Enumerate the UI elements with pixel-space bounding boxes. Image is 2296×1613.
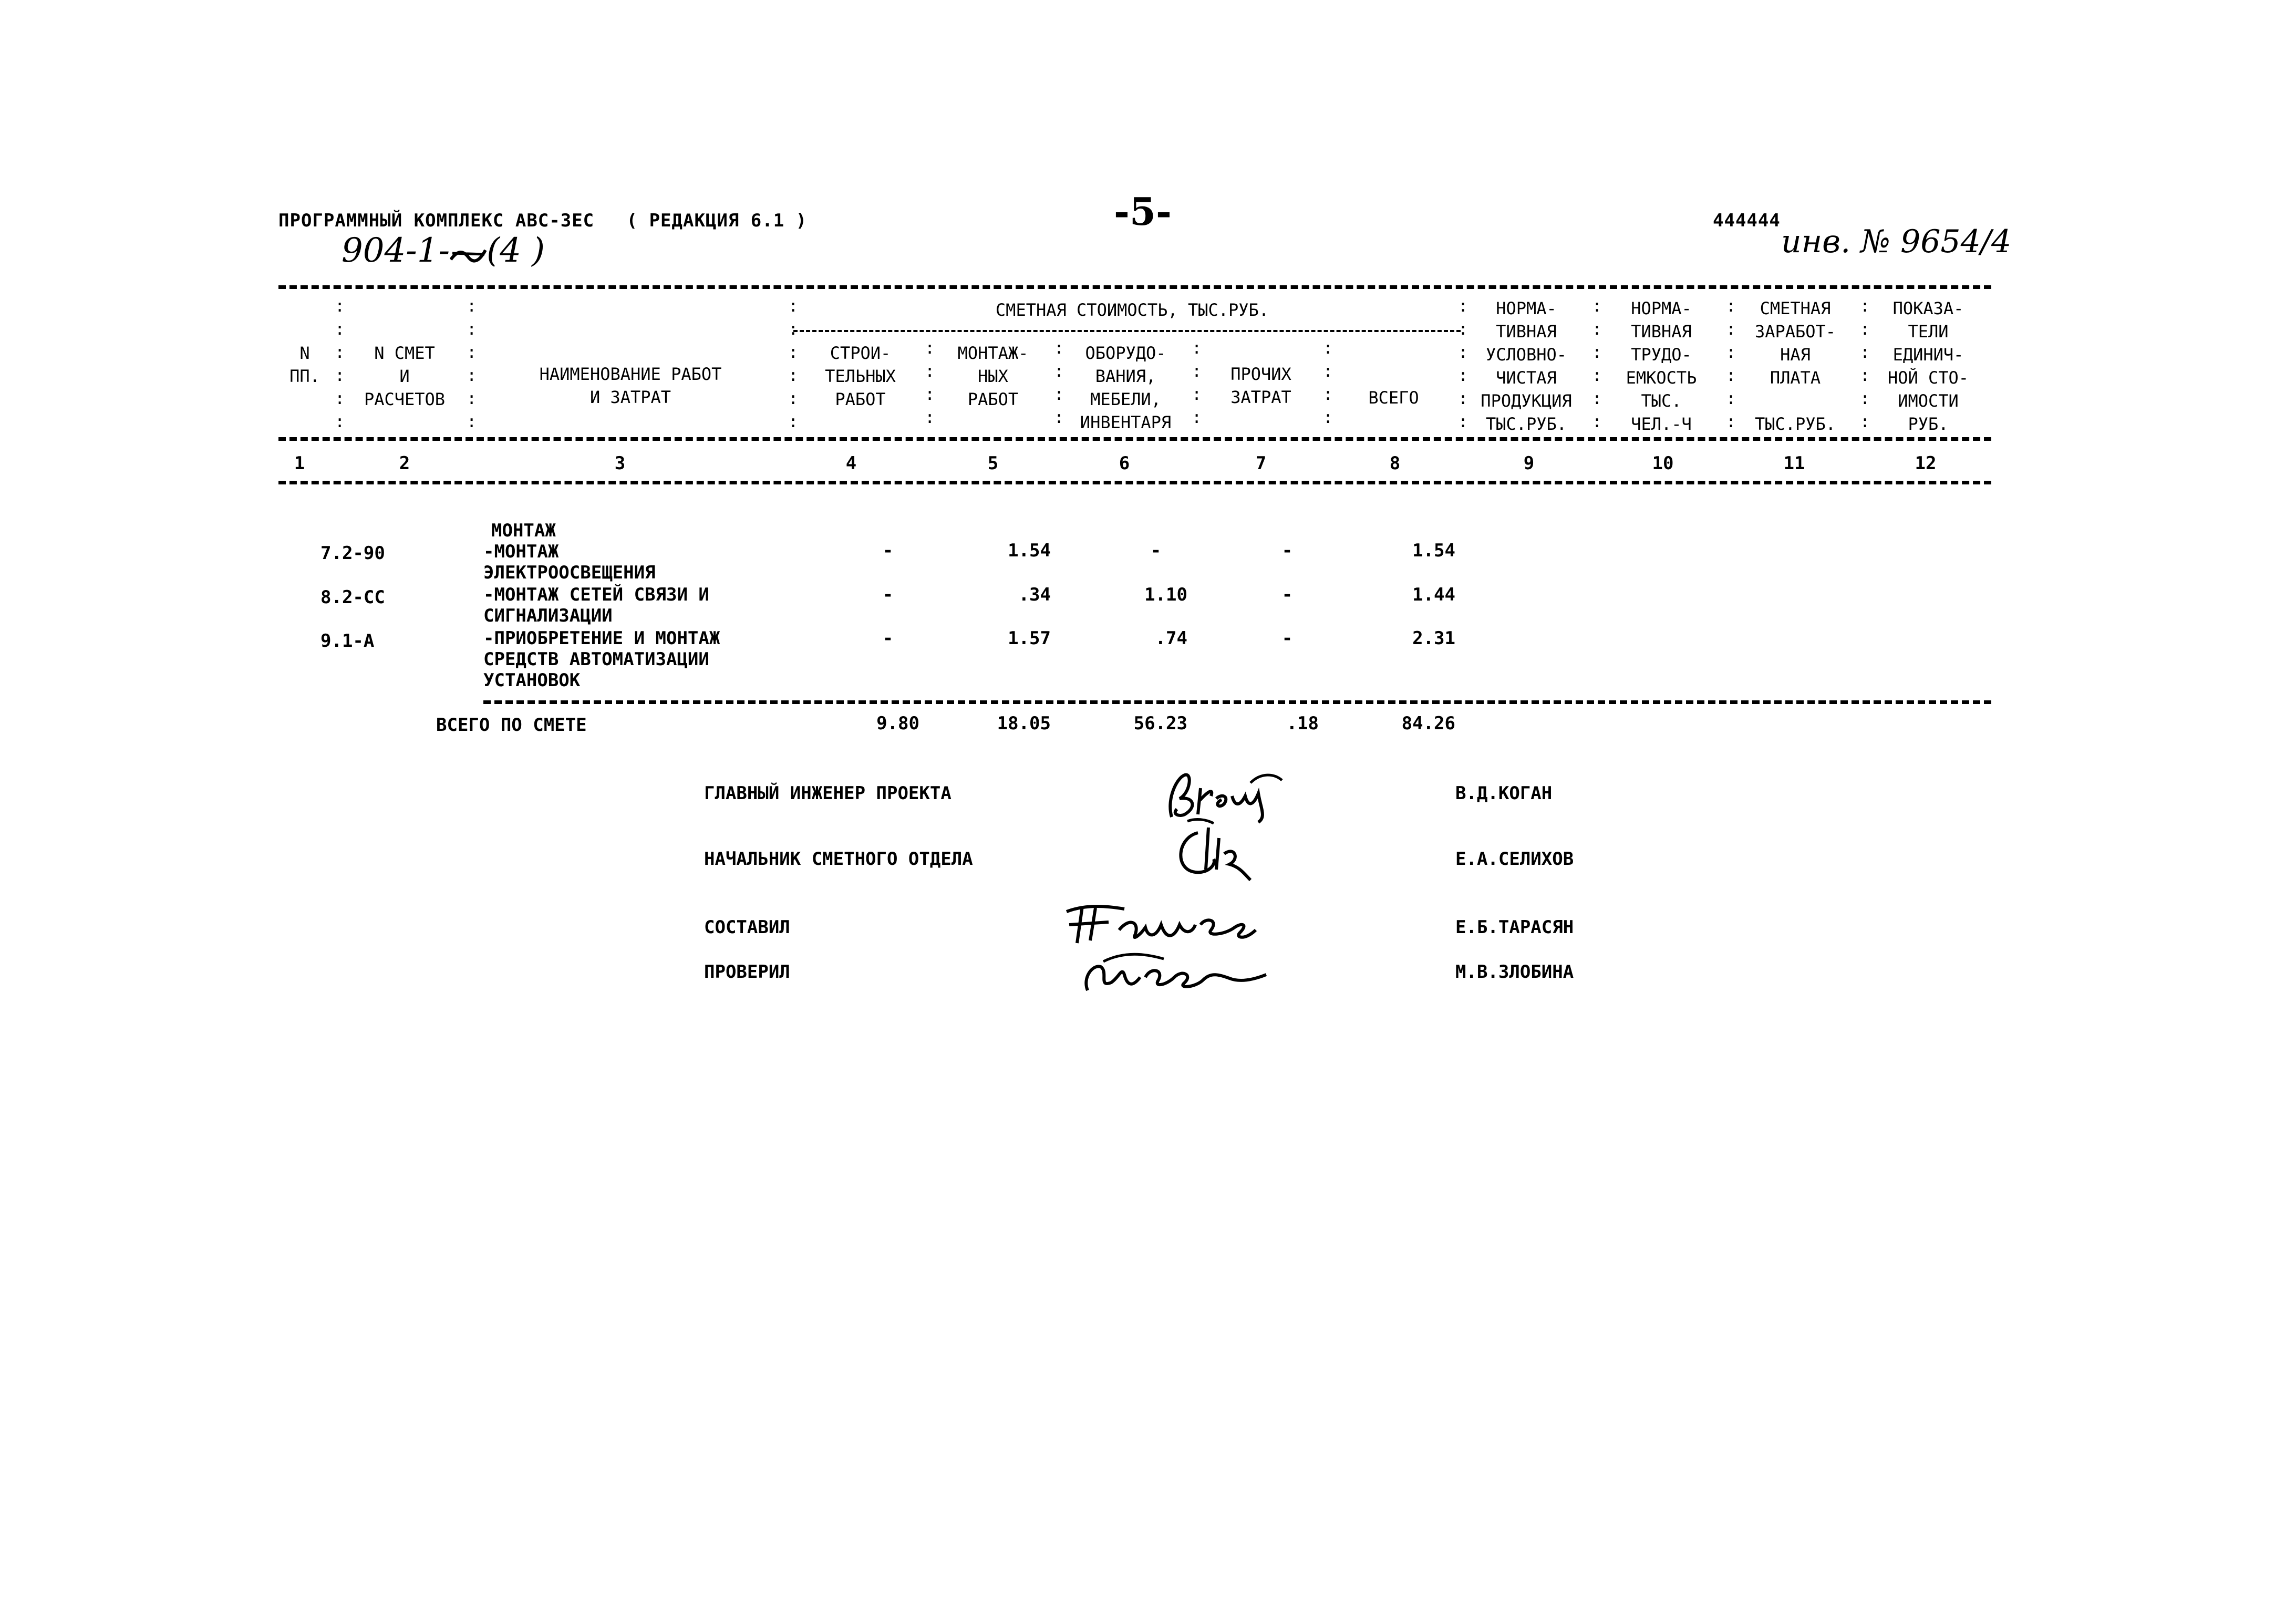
header-number: N ПП.	[289, 343, 320, 386]
sign-role-checked: ПРОВЕРИЛ	[704, 961, 790, 983]
col-sep-10: : : : : : :	[1726, 296, 1736, 431]
row-3-construction: -	[882, 628, 894, 649]
row-1-code: 7.2-90	[320, 543, 385, 564]
header-unit-cost: ПОКАЗА- ТЕЛИ ЕДИНИЧ- НОЙ СТО- ИМОСТИ РУБ.	[1887, 298, 1969, 434]
group-header: СМЕТНАЯ СТОИМОСТЬ, ТЫС.РУБ.	[995, 300, 1269, 320]
colnum-3: 3	[614, 453, 626, 474]
total-rule	[483, 700, 1991, 704]
total-other: .18	[1286, 713, 1319, 734]
row-3-name: -ПРИОБРЕТЕНИЕ И МОНТАЖ СРЕДСТВ АВТОМАТИЗАЦИИ УСТАНОВОК	[483, 628, 720, 691]
sign-role-chief-engineer: ГЛАВНЫЙ ИНЖЕНЕР ПРОЕКТА	[704, 783, 952, 804]
row-3-other: -	[1281, 628, 1293, 649]
document-code: 444444	[1713, 210, 1781, 231]
colnum-12: 12	[1915, 453, 1937, 474]
col-sep-1: : : : : : :	[335, 296, 345, 431]
header-work-name: НАИМЕНОВАНИЕ РАБОТ И ЗАТРАТ	[539, 364, 722, 407]
row-1-equipment: -	[1150, 540, 1162, 561]
total-construction: 9.80	[876, 713, 919, 734]
col-sep-4: : : : :	[925, 338, 935, 427]
project-code-text: 904-1-	[342, 231, 450, 270]
colnum-10: 10	[1652, 453, 1674, 474]
header-normative-production: НОРМА- ТИВНАЯ УСЛОВНО- ЧИСТАЯ ПРОДУКЦИЯ ТЫС.РУБ.	[1481, 298, 1572, 434]
row-2-code: 8.2-СС	[320, 587, 385, 608]
header-labor-intensity: НОРМА- ТИВНАЯ ТРУДО- ЕМКОСТЬ ТЫС. ЧЕЛ.-Ч	[1626, 298, 1697, 434]
table-top-rule	[278, 285, 1991, 289]
col-sep-8: : : : : : :	[1458, 296, 1468, 431]
sign-name-chief-engineer: В.Д.КОГАН	[1455, 783, 1553, 804]
row-2-equipment: 1.10	[1144, 584, 1187, 605]
row-3-equipment: .74	[1155, 628, 1187, 649]
row-1-construction: -	[882, 540, 894, 561]
number-row-rule	[278, 481, 1991, 484]
total-equipment: 56.23	[1133, 713, 1187, 734]
total-label: ВСЕГО ПО СМЕТЕ	[436, 715, 587, 736]
header-bottom-rule	[278, 437, 1991, 441]
sign-role-estimate-head: НАЧАЛЬНИК СМЕТНОГО ОТДЕЛА	[704, 849, 973, 870]
colnum-9: 9	[1523, 453, 1535, 474]
sign-role-compiled: СОСТАВИЛ	[704, 917, 790, 938]
header-estimate-no: N СМЕТ И РАСЧЕТОВ	[364, 343, 446, 409]
strikethrough-mark	[450, 234, 487, 255]
col-sep-9: : : : : : :	[1592, 296, 1602, 431]
sign-name-estimate-head: Е.А.СЕЛИХОВ	[1455, 849, 1574, 870]
header-installation: МОНТАЖ- НЫХ РАБОТ	[957, 343, 1029, 409]
total-installation: 18.05	[997, 713, 1051, 734]
row-1-installation: 1.54	[1008, 540, 1051, 561]
header-total: ВСЕГО	[1368, 388, 1419, 408]
header-equipment: ОБОРУДО- ВАНИЯ, МЕБЕЛИ, ИНВЕНТАРЯ	[1080, 343, 1172, 432]
colnum-6: 6	[1119, 453, 1130, 474]
signature-compiled	[1061, 893, 1261, 953]
row-2-name: -МОНТАЖ СЕТЕЙ СВЯЗИ И СИГНАЛИЗАЦИИ	[483, 584, 709, 626]
project-code	[342, 231, 545, 270]
row-3-code: 9.1-А	[320, 630, 375, 652]
row-2-other: -	[1281, 584, 1293, 605]
col-sep-7: : : : :	[1323, 338, 1333, 427]
header-other: ПРОЧИХ ЗАТРАТ	[1230, 364, 1291, 407]
col-sep-2: : : : : : :	[467, 296, 477, 431]
signature-estimate-head	[1166, 817, 1271, 887]
sign-name-compiled: Е.Б.ТАРАСЯН	[1455, 917, 1574, 938]
colnum-7: 7	[1255, 453, 1267, 474]
colnum-8: 8	[1389, 453, 1401, 474]
header-construction: СТРОИ- ТЕЛЬНЫХ РАБОТ	[825, 343, 896, 409]
row-3-installation: 1.57	[1008, 628, 1051, 649]
row-2-installation: .34	[1018, 584, 1051, 605]
program-name	[278, 210, 807, 231]
section-title: МОНТАЖ	[491, 520, 556, 541]
col-sep-11: : : : : : :	[1860, 296, 1870, 431]
colnum-4: 4	[845, 453, 857, 474]
row-1-total: 1.54	[1412, 540, 1455, 561]
colnum-11: 11	[1783, 453, 1805, 474]
project-code-suffix: (4 )	[487, 231, 545, 270]
inventory-number: инв. № 9654/4	[1781, 223, 2012, 260]
header-wages: СМЕТНАЯ ЗАРАБОТ- НАЯ ПЛАТА ТЫС.РУБ.	[1754, 298, 1836, 434]
row-3-total: 2.31	[1412, 628, 1455, 649]
col-sep-6: : : : :	[1192, 338, 1202, 427]
row-2-construction: -	[882, 584, 894, 605]
row-2-total: 1.44	[1412, 584, 1455, 605]
row-1-other: -	[1281, 540, 1293, 561]
col-sep-3: : : : : : :	[788, 296, 799, 431]
colnum-2: 2	[399, 453, 410, 474]
colnum-5: 5	[987, 453, 999, 474]
signature-checked	[1072, 946, 1271, 1006]
group-rule	[793, 330, 1461, 332]
program-label: ПРОГРАММНЫЙ КОМПЛЕКС АВС-3ЕС	[278, 210, 595, 231]
edition-label: ( РЕДАКЦИЯ 6.1 )	[626, 210, 808, 231]
sign-name-checked: М.В.ЗЛОБИНА	[1455, 961, 1574, 983]
page-number: -5-	[1114, 189, 1172, 234]
colnum-1: 1	[294, 453, 305, 474]
col-sep-5: : : : :	[1054, 338, 1064, 427]
total-all: 84.26	[1401, 713, 1455, 734]
row-1-name: -МОНТАЖ ЭЛЕКТРООСВЕЩЕНИЯ	[483, 541, 656, 583]
